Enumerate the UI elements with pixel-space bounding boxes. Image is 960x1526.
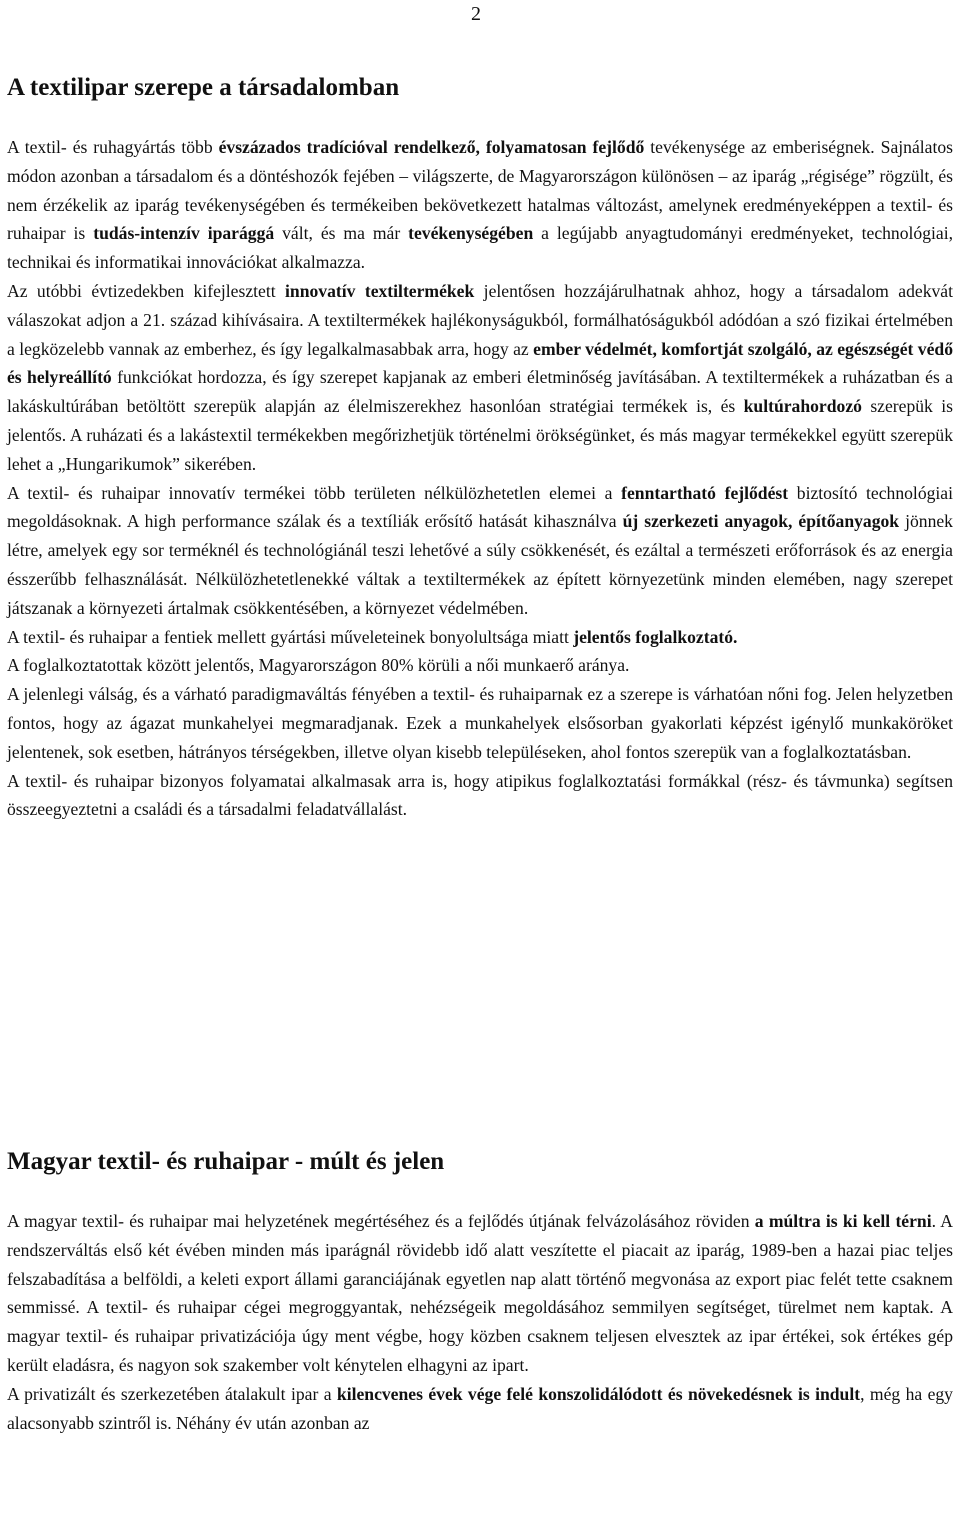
paragraph [7, 680, 953, 766]
bold-text-run: kultúrahordozó [743, 396, 862, 417]
text-run: A privatizált és szerkezetében átalakult ipar a [7, 1383, 337, 1404]
text-run: A foglalkoztatottak között jelentős, Magyarországon 80% körüli a női munkaerő aránya. [7, 655, 630, 676]
text-run: A textil- és ruhaipar a fentiek mellett gyártási műveleteinek bonyolultsága miatt [7, 626, 574, 647]
text-run: A textil- és ruhaipar innovatív termékei több területen nélkülözhetetlen elemei a [7, 482, 622, 503]
bold-text-run: évszázados tradícióval rendelkező, folyamatosan fejlődő [218, 137, 645, 157]
text-run: funkciókat hordozza, és így szerepet kapjanak az emberi életminőség javításában. A textiltermékek a ruházatban és a lakáskultúrában betöltött szerepük alapján az élelmiszerekhez hasonlóan stratégiai termékek is, és [7, 367, 953, 417]
text-run: Az utóbbi évtizedekben kifejlesztett [7, 280, 286, 301]
text-run: jelentősen hozzájárulhatnak ahhoz, hogy a társadalom adekvát válaszokat adjon a 21. század kihívásaira. A textiltermékek hajlékonyságukból, formálhatóságukból adódóan a szó fizikai értelmében a legközelebb vannak az emberhez, és így legalkalmasabbak arra, hogy az [7, 280, 953, 359]
bold-text-run: jelentős foglalkoztató. [573, 626, 738, 647]
paragraph [7, 767, 953, 825]
text-run: . A rendszerváltás első két évében minden más iparágnál rövidebb idő alatt veszítette el piacait az iparág, 1989-ben a hazai piac teljes felszabadítása a belföldi, a keleti export állami garanciájának egyetlen nap alatt történő megvonása az export piac felét tette csaknem semmissé. A textil- és ruhaipar cégei megroggyantak, nehézségeik megoldásához semmilyen segítséget, türelmet nem kaptak. A magyar textil- és ruhaipar privatizációja úgy ment végbe, hogy közben csaknem teljesen elvesztek az ipar értékei, sok értékes gép került eladásra, és nagyon sok szakember volt kénytelen elhagyni az ipart. [7, 1211, 953, 1375]
bold-text-run: tevékenységében [408, 223, 534, 244]
paragraph [7, 277, 953, 479]
bold-text-run: ember védelmét, komfortját szolgáló, az egészségét védő és helyreállító [7, 338, 953, 388]
paragraph [7, 651, 953, 680]
section-heading-past-and-present: Magyar textil- és ruhaipar - múlt és jelen [7, 1148, 445, 1175]
text-run: A magyar textil- és ruhaipar mai helyzetének megértéséhez és a fejlődés útjának felvázolásához röviden [7, 1211, 755, 1231]
text-run: vált, és ma már [274, 223, 409, 244]
section-body-role-in-society [7, 133, 953, 824]
text-run: a legújabb anyagtudományi eredményeket, technológiai, technikai és informatikai innovációkat alkalmazza. [7, 223, 953, 273]
section-body-past-and-present [7, 1207, 953, 1437]
paragraph [7, 479, 953, 623]
text-run: jönnek létre, amelyek egy sor terméknél és technológiánál teszi lehetővé a súly csökkenését, és ezáltal a természeti erőforrások és az energia ésszerűbb felhasználását. Nélkülözhetetlenekké váltak a textiltermékek az épített környezetünk minden elemében, nagy szerepet játszanak a környezeti ártalmak csökkentésében, a környezet védelmében. [7, 511, 953, 618]
text-run: tevékenysége az emberiségnek. Sajnálatos módon azonban a társadalom és a döntéshozók fejében – világszerte, de Magyarországon különösen – az iparág „régisége” rögzült, és nem érzékelik az iparág tevékenységében és termékeiben bekövetkezett hatalmas változást, amelynek eredményeképpen a textil- és ruhaipar is [7, 137, 953, 244]
paragraph [7, 1207, 953, 1380]
text-run: , még ha egy alacsonyabb szintről is. Néhány év után azonban az [7, 1383, 953, 1433]
bold-text-run: a múltra is ki kell térni [754, 1211, 932, 1231]
paragraph [7, 133, 953, 277]
text-run: szerepük is jelentős. A ruházati és a lakástextil termékekben megőrizhetjük történelmi örökségünket, és más magyar termékekkel együtt szerepük lehet a „Hungarikumok” sikerében. [7, 396, 953, 474]
page-number: 2 [471, 3, 481, 25]
paragraph [7, 1380, 953, 1438]
bold-text-run: új szerkezeti anyagok, építőanyagok [622, 511, 900, 532]
section-heading-role-in-society: A textilipar szerepe a társadalomban [7, 74, 400, 101]
bold-text-run: tudás-intenzív iparággá [93, 223, 275, 244]
text-run: A textil- és ruhagyártás több [7, 137, 219, 157]
text-run: A jelenlegi válság, és a várható paradigmaváltás fényében a textil- és ruhaiparnak ez a szerepe is várhatóan nőni fog. Jelen helyzetben fontos, hogy az ágazat munkahelyei megmaradjanak. Ezek a munkahelyek elsősorban gyakorlati képzést igénylő munkaköröket jelentenek, sok esetben, hátrányos térségekben, illetve olyan kisebb településeken, ahol fontos szerepük van a foglalkoztatásban. [7, 684, 953, 762]
bold-text-run: innovatív textiltermékek [285, 280, 475, 301]
text-run: A textil- és ruhaipar bizonyos folyamatai alkalmasak arra is, hogy atipikus foglalkoztatási formákkal (rész- és távmunka) segítsen összeegyeztetni a családi és a társadalmi feladatvállalást. [7, 770, 953, 820]
paragraph [7, 623, 953, 652]
bold-text-run: kilencvenes évek vége felé konszolidálódott és növekedésnek is indult [336, 1383, 861, 1404]
text-run: biztosító technológiai megoldásoknak. A high performance szálak és a textíliák erősítő hatását kihasználva [7, 482, 953, 532]
bold-text-run: fenntartható fejlődést [621, 482, 789, 503]
